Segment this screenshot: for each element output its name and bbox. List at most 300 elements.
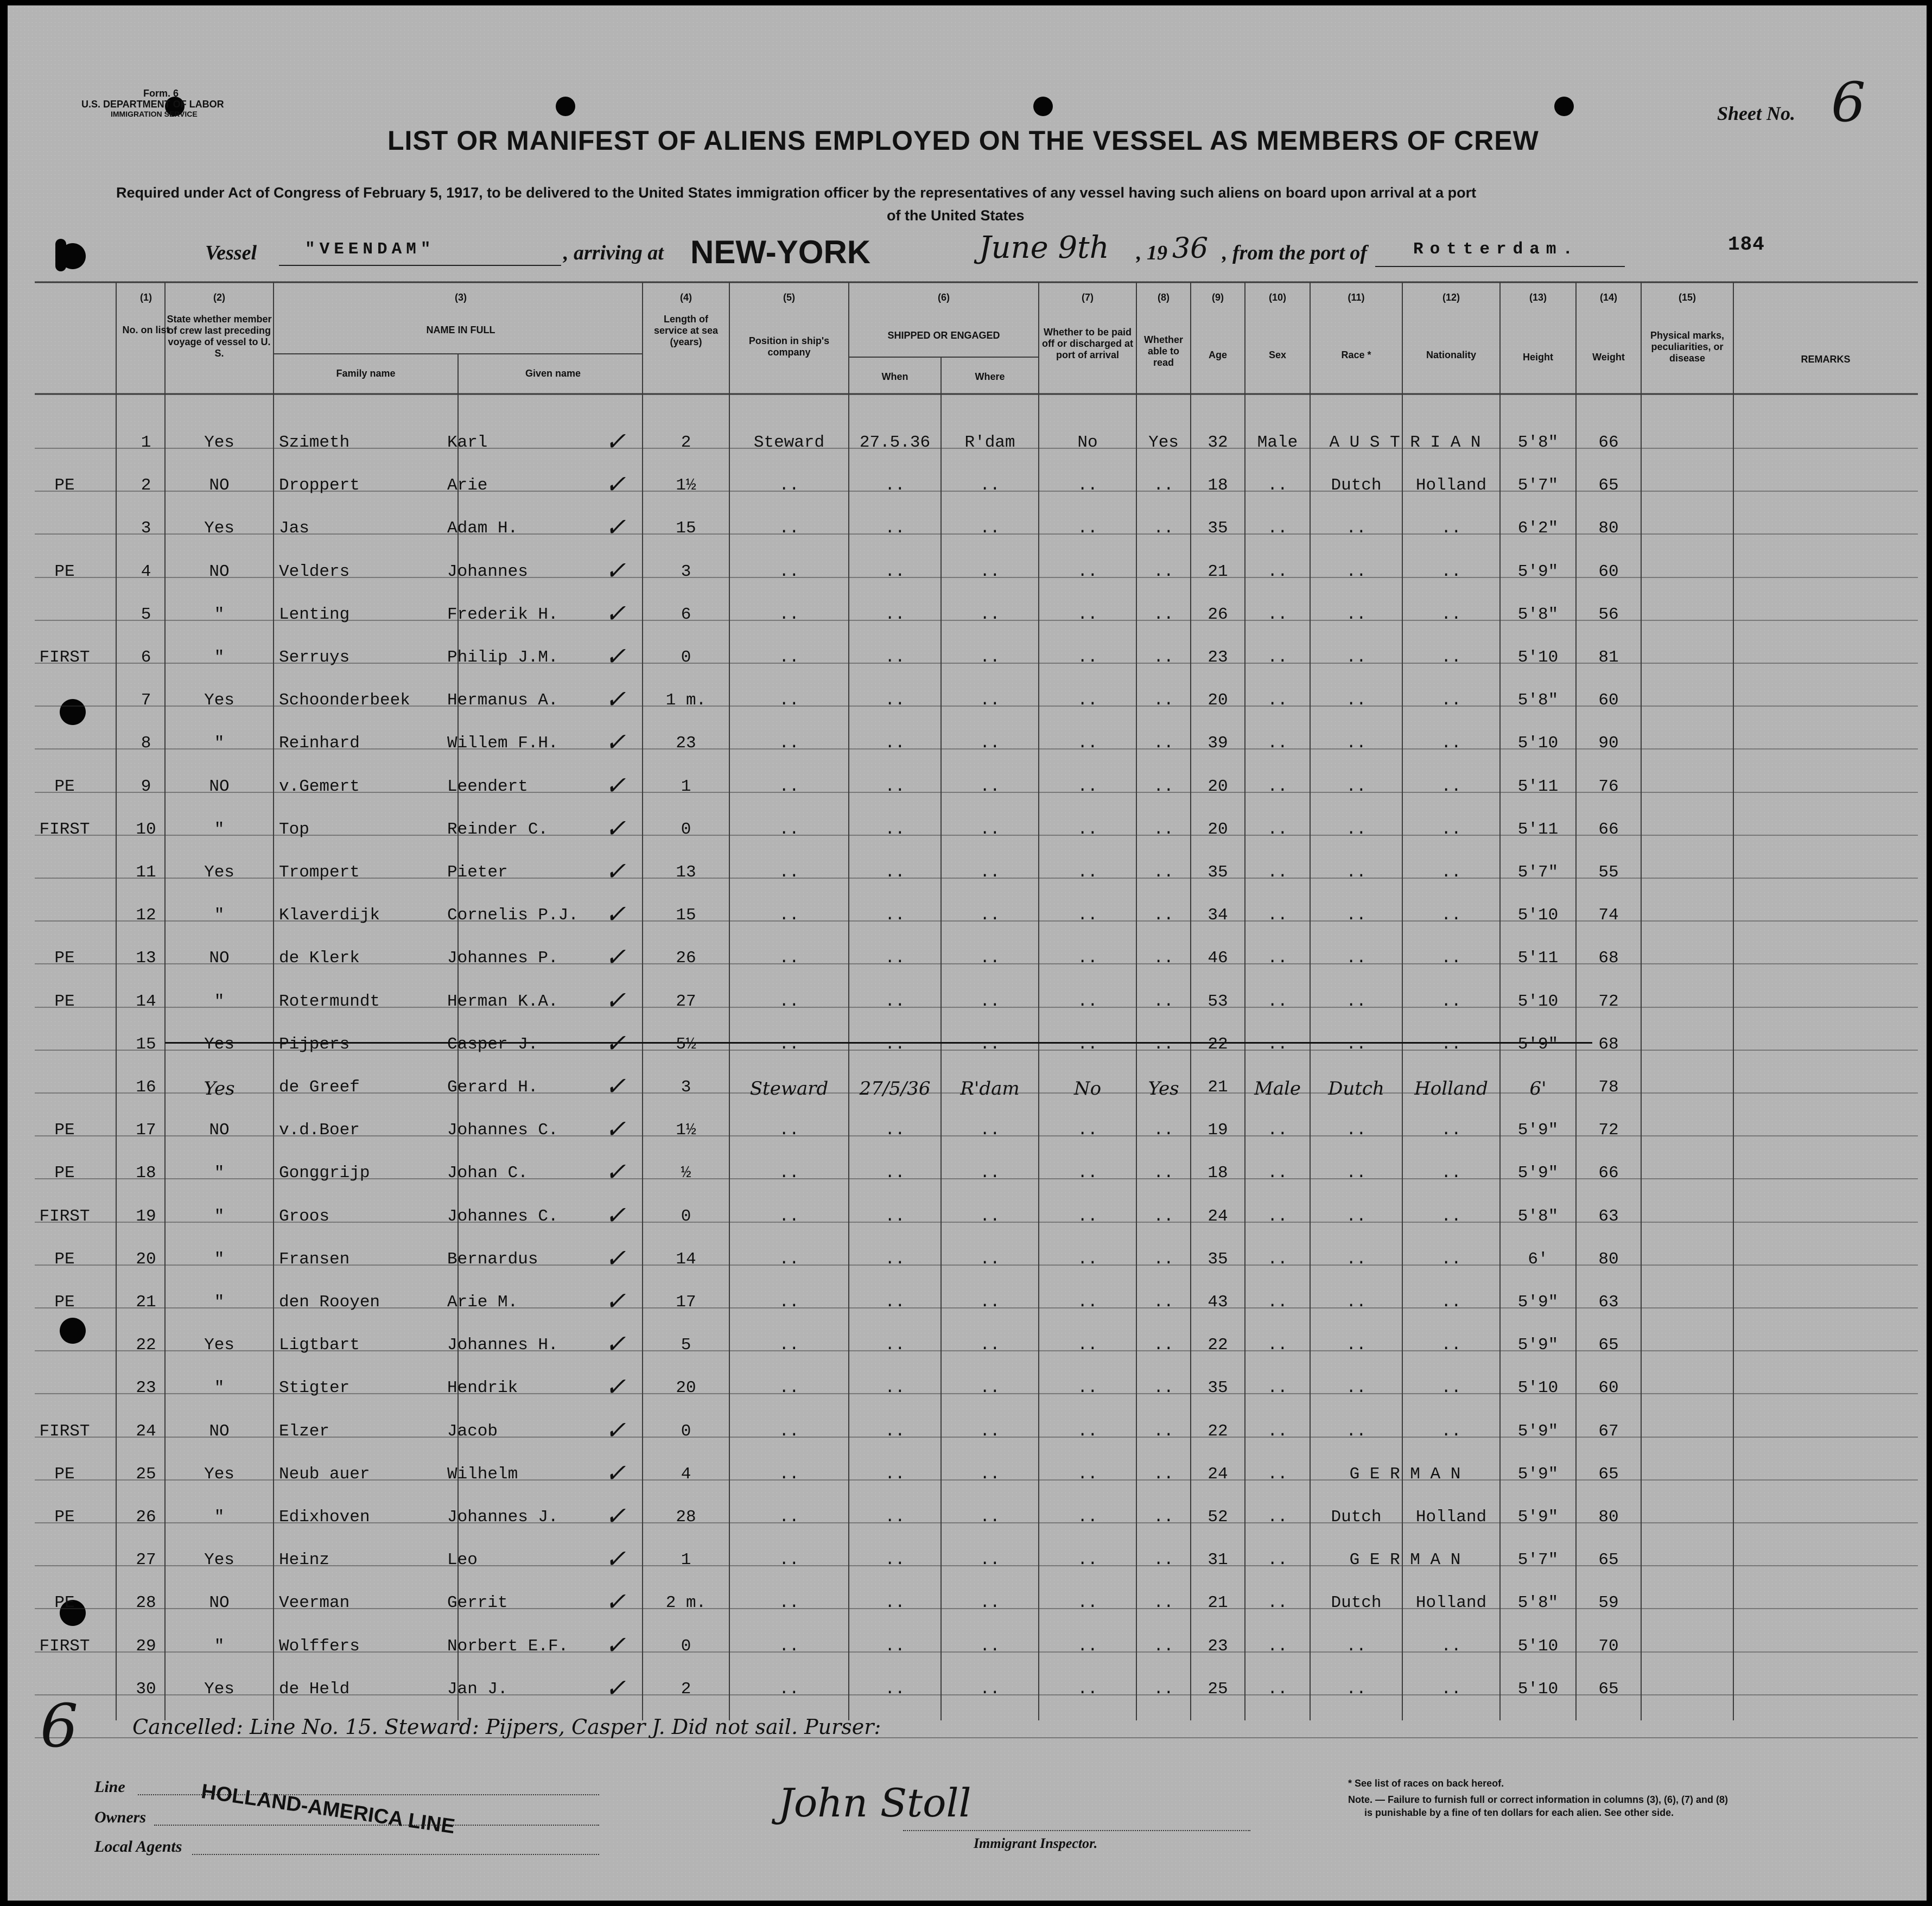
cell-given: Frederik H. bbox=[447, 605, 558, 624]
cell-sex: .. bbox=[1267, 1035, 1288, 1054]
cell-pos: .. bbox=[779, 1121, 799, 1140]
cell-paid: .. bbox=[1077, 1422, 1098, 1441]
cell-margin: PE bbox=[54, 1293, 75, 1312]
cell-sex: .. bbox=[1267, 1378, 1288, 1397]
cell-paid: .. bbox=[1077, 734, 1098, 753]
header-name-in-full: NAME IN FULL bbox=[426, 325, 495, 335]
cell-when: .. bbox=[885, 1378, 905, 1397]
cell-where: .. bbox=[980, 691, 1000, 710]
cell-age: 24 bbox=[1208, 1207, 1228, 1226]
cell-nat: Holland bbox=[1415, 476, 1487, 495]
cell-len: 2 m. bbox=[665, 1593, 707, 1612]
cell-when: .. bbox=[885, 1164, 905, 1183]
cell-given: Reinder C. bbox=[447, 820, 549, 839]
cell-paid: .. bbox=[1077, 1164, 1098, 1183]
cell-family: Reinhard bbox=[279, 734, 360, 753]
cell-paid: .. bbox=[1077, 992, 1098, 1011]
cell-nat: .. bbox=[1441, 1164, 1461, 1183]
cell-race: .. bbox=[1346, 734, 1367, 753]
cell-len: 3 bbox=[681, 562, 691, 581]
cell-family: Pijpers bbox=[279, 1035, 350, 1054]
cell-pos: .. bbox=[779, 1250, 799, 1269]
cell-where: .. bbox=[980, 1336, 1000, 1355]
cell-len: 0 bbox=[681, 1637, 691, 1656]
cell-no: 23 bbox=[136, 1378, 156, 1397]
cell-age: 21 bbox=[1208, 1078, 1228, 1097]
header-weight: Weight bbox=[1592, 352, 1625, 363]
cell-paid: .. bbox=[1077, 1465, 1098, 1484]
check-mark-icon: ✓ bbox=[605, 942, 626, 971]
cell-where: .. bbox=[980, 1551, 1000, 1570]
cell-when: .. bbox=[885, 1207, 905, 1226]
cell-family: Heinz bbox=[279, 1551, 330, 1570]
cell-age: 22 bbox=[1208, 1035, 1228, 1054]
cell-pos: .. bbox=[779, 1164, 799, 1183]
cell-nat: .. bbox=[1441, 1035, 1461, 1054]
cell-where: .. bbox=[980, 562, 1000, 581]
check-mark-icon: ✓ bbox=[605, 1673, 626, 1702]
cell-margin: PE bbox=[54, 476, 75, 495]
sheet-number: 6 bbox=[1831, 71, 1866, 134]
cell-race: A U S T R I A N bbox=[1329, 433, 1481, 452]
cell-prev: NO bbox=[209, 1593, 230, 1612]
cell-sex: .. bbox=[1267, 906, 1288, 925]
cell-given: Leo bbox=[447, 1551, 478, 1570]
cell-when: .. bbox=[885, 1593, 905, 1612]
cell-given: Pieter bbox=[447, 863, 508, 882]
cell-read: .. bbox=[1153, 1508, 1174, 1527]
cell-w: 65 bbox=[1598, 1551, 1619, 1570]
cell-where: .. bbox=[980, 734, 1000, 753]
cell-prev: Yes bbox=[204, 1551, 234, 1570]
cell-paid: No bbox=[1077, 433, 1098, 452]
cell-sex: Male bbox=[1254, 1078, 1301, 1100]
cell-age: 24 bbox=[1208, 1465, 1228, 1484]
cell-paid: .. bbox=[1077, 1508, 1098, 1527]
check-mark-icon: ✓ bbox=[605, 1501, 626, 1530]
cell-nat: .. bbox=[1441, 949, 1461, 968]
cell-len: 17 bbox=[676, 1293, 696, 1312]
subtitle-line-1: Required under Act of Congress of February 5, 1917, to be delivered to the United States immigration officer by the representatives of any vessel having such aliens on board upon arrival at a port bbox=[116, 185, 1477, 201]
cell-age: 22 bbox=[1208, 1336, 1228, 1355]
cell-paid: .. bbox=[1077, 1207, 1098, 1226]
cell-no: 29 bbox=[136, 1637, 156, 1656]
col-num-1: (1) bbox=[140, 292, 152, 303]
cell-nat: .. bbox=[1441, 1680, 1461, 1699]
check-mark-icon: ✓ bbox=[605, 1286, 626, 1316]
cell-pos: Steward bbox=[749, 1078, 829, 1100]
cell-pos: .. bbox=[779, 1465, 799, 1484]
local-agents-label: Local Agents bbox=[94, 1838, 182, 1856]
cell-h: 5'10 bbox=[1517, 992, 1559, 1011]
inspector-signature: John Stoll bbox=[778, 1780, 971, 1826]
cell-read: .. bbox=[1153, 1207, 1174, 1226]
cell-family: Elzer bbox=[279, 1422, 330, 1441]
cell-family: v.d.Boer bbox=[279, 1121, 360, 1140]
cell-len: 2 bbox=[681, 1680, 691, 1699]
cell-family: Serruys bbox=[279, 648, 350, 667]
check-mark-icon: ✓ bbox=[605, 814, 626, 843]
cell-given: Philip J.M. bbox=[447, 648, 558, 667]
cell-len: 5 bbox=[681, 1336, 691, 1355]
cell-read: .. bbox=[1153, 820, 1174, 839]
cell-read: .. bbox=[1153, 1637, 1174, 1656]
cell-family: de Held bbox=[279, 1680, 350, 1699]
manifest-sheet bbox=[8, 5, 1927, 1901]
cell-prev: Yes bbox=[204, 1465, 234, 1484]
cell-when: .. bbox=[885, 777, 905, 796]
cell-w: 70 bbox=[1598, 1637, 1619, 1656]
cell-no: 2 bbox=[141, 476, 151, 495]
cell-given: Gerard H. bbox=[447, 1078, 538, 1097]
cell-age: 18 bbox=[1208, 1164, 1228, 1183]
cell-read: .. bbox=[1153, 863, 1174, 882]
cell-w: 55 bbox=[1598, 863, 1619, 882]
cell-no: 22 bbox=[136, 1336, 156, 1355]
inspector-label: Immigrant Inspector. bbox=[974, 1835, 1098, 1851]
cell-paid: .. bbox=[1077, 863, 1098, 882]
cell-h: 5'8" bbox=[1517, 691, 1559, 710]
cell-len: 4 bbox=[681, 1465, 691, 1484]
check-mark-icon: ✓ bbox=[605, 1028, 626, 1058]
cell-family: Ligtbart bbox=[279, 1336, 360, 1355]
cell-len: 0 bbox=[681, 1422, 691, 1441]
cell-no: 7 bbox=[141, 691, 151, 710]
cell-h: 5'10 bbox=[1517, 1637, 1559, 1656]
cell-margin: PE bbox=[54, 992, 75, 1011]
header-age: Age bbox=[1208, 350, 1227, 360]
cell-pos: .. bbox=[779, 648, 799, 667]
cell-h: 5'9" bbox=[1517, 1508, 1559, 1527]
cell-prev: Yes bbox=[204, 433, 234, 452]
cell-read: .. bbox=[1153, 605, 1174, 624]
cell-family: v.Gemert bbox=[279, 777, 360, 796]
cell-race: .. bbox=[1346, 691, 1367, 710]
cell-prev: NO bbox=[209, 949, 230, 968]
cell-sex: .. bbox=[1267, 648, 1288, 667]
cell-pos: .. bbox=[779, 777, 799, 796]
cell-when: .. bbox=[885, 519, 905, 538]
cell-age: 22 bbox=[1208, 1422, 1228, 1441]
cell-len: 0 bbox=[681, 1207, 691, 1226]
cell-h: 5'8" bbox=[1517, 1207, 1559, 1226]
cell-given: Johannes P. bbox=[447, 949, 558, 968]
cell-paid: .. bbox=[1077, 1336, 1098, 1355]
cell-prev: Yes bbox=[204, 1078, 235, 1100]
line-label: Line bbox=[94, 1778, 125, 1796]
cell-read: .. bbox=[1153, 992, 1174, 1011]
cell-race: Dutch bbox=[1331, 1508, 1382, 1527]
cell-sex: .. bbox=[1267, 1207, 1288, 1226]
cell-nat: .. bbox=[1441, 734, 1461, 753]
cell-w: 66 bbox=[1598, 820, 1619, 839]
cell-paid: .. bbox=[1077, 949, 1098, 968]
cell-given: Karl bbox=[447, 433, 488, 452]
cell-given: Willem F.H. bbox=[447, 734, 558, 753]
cell-read: .. bbox=[1153, 519, 1174, 538]
col-num-13: (13) bbox=[1529, 292, 1547, 303]
cell-given: Johannes J. bbox=[447, 1508, 558, 1527]
cell-sex: .. bbox=[1267, 1637, 1288, 1656]
cell-given: Wilhelm bbox=[447, 1465, 518, 1484]
cell-h: 5'9" bbox=[1517, 1422, 1559, 1441]
cell-h: 6' bbox=[1528, 1250, 1548, 1269]
cell-prev: " bbox=[214, 1250, 225, 1269]
cell-sex: .. bbox=[1267, 1121, 1288, 1140]
cell-h: 5'7" bbox=[1517, 1551, 1559, 1570]
header-sex: Sex bbox=[1268, 350, 1287, 360]
cell-where: .. bbox=[980, 1508, 1000, 1527]
cell-where: .. bbox=[980, 992, 1000, 1011]
cell-read: .. bbox=[1153, 691, 1174, 710]
cell-w: 63 bbox=[1598, 1293, 1619, 1312]
cell-w: 68 bbox=[1598, 949, 1619, 968]
cell-age: 53 bbox=[1208, 992, 1228, 1011]
header-position: Position in ship's company bbox=[748, 335, 830, 358]
cell-race: .. bbox=[1346, 777, 1367, 796]
cell-race: .. bbox=[1346, 519, 1367, 538]
cell-h: 6' bbox=[1529, 1078, 1547, 1100]
cell-paid: .. bbox=[1077, 691, 1098, 710]
cell-where: R'dam bbox=[964, 433, 1015, 452]
cell-no: 18 bbox=[136, 1164, 156, 1183]
cell-prev: Yes bbox=[204, 1035, 234, 1054]
cell-nat: .. bbox=[1441, 906, 1461, 925]
cell-len: 1 m. bbox=[665, 691, 707, 710]
cell-given: Johannes bbox=[447, 562, 528, 581]
cell-nat: .. bbox=[1441, 863, 1461, 882]
cell-race: Dutch bbox=[1328, 1078, 1384, 1100]
cell-age: 20 bbox=[1208, 691, 1228, 710]
cell-margin: PE bbox=[54, 777, 75, 796]
check-mark-icon: ✓ bbox=[605, 1544, 626, 1573]
cell-len: 1½ bbox=[676, 1121, 696, 1140]
cell-len: 5½ bbox=[676, 1035, 696, 1054]
cell-pos: .. bbox=[779, 1336, 799, 1355]
cell-family: Klaverdijk bbox=[279, 906, 380, 925]
cell-race: .. bbox=[1346, 648, 1367, 667]
cell-pos: .. bbox=[779, 1035, 799, 1054]
check-mark-icon: ✓ bbox=[605, 1458, 626, 1488]
header-shipped: SHIPPED OR ENGAGED bbox=[887, 330, 1000, 341]
cell-no: 12 bbox=[136, 906, 156, 925]
cell-no: 16 bbox=[136, 1078, 156, 1097]
cell-race: .. bbox=[1346, 1164, 1367, 1183]
cell-nat: Holland bbox=[1415, 1508, 1487, 1527]
check-mark-icon: ✓ bbox=[605, 1415, 626, 1445]
cell-margin: PE bbox=[54, 1250, 75, 1269]
cell-w: 66 bbox=[1598, 1164, 1619, 1183]
cell-given: Norbert E.F. bbox=[447, 1637, 569, 1656]
cell-family: Fransen bbox=[279, 1250, 350, 1269]
cell-w: 65 bbox=[1598, 1336, 1619, 1355]
cell-given: Bernardus bbox=[447, 1250, 538, 1269]
cell-where: .. bbox=[980, 1035, 1000, 1054]
cell-margin: PE bbox=[54, 1121, 75, 1140]
cell-age: 35 bbox=[1208, 1378, 1228, 1397]
cell-nat: .. bbox=[1441, 562, 1461, 581]
cell-when: .. bbox=[885, 1250, 905, 1269]
cell-prev: " bbox=[214, 1637, 225, 1656]
cell-paid: .. bbox=[1077, 476, 1098, 495]
cell-age: 18 bbox=[1208, 476, 1228, 495]
cell-given: Johannes H. bbox=[447, 1336, 558, 1355]
cell-sex: .. bbox=[1267, 777, 1288, 796]
cell-len: 6 bbox=[681, 605, 691, 624]
cell-prev: " bbox=[214, 906, 225, 925]
cell-age: 31 bbox=[1208, 1551, 1228, 1570]
cell-when: .. bbox=[885, 992, 905, 1011]
check-mark-icon: ✓ bbox=[605, 1157, 626, 1186]
cell-len: 0 bbox=[681, 648, 691, 667]
cell-race: .. bbox=[1346, 1336, 1367, 1355]
cell-no: 25 bbox=[136, 1465, 156, 1484]
year-ending: 184 bbox=[1728, 233, 1765, 256]
cell-age: 35 bbox=[1208, 863, 1228, 882]
cell-when: .. bbox=[885, 1508, 905, 1527]
cell-paid: .. bbox=[1077, 1593, 1098, 1612]
cell-family: Lenting bbox=[279, 605, 350, 624]
cell-prev: " bbox=[214, 648, 225, 667]
cell-h: 5'9" bbox=[1517, 1121, 1559, 1140]
cell-read: .. bbox=[1153, 1250, 1174, 1269]
cell-given: Arie bbox=[447, 476, 488, 495]
cell-when: .. bbox=[885, 1680, 905, 1699]
cell-nat: .. bbox=[1441, 992, 1461, 1011]
cell-read: .. bbox=[1153, 906, 1174, 925]
cell-race: .. bbox=[1346, 1378, 1367, 1397]
cell-nat: .. bbox=[1441, 1637, 1461, 1656]
col-num-7: (7) bbox=[1082, 292, 1094, 303]
cell-no: 13 bbox=[136, 949, 156, 968]
cell-w: 59 bbox=[1598, 1593, 1619, 1612]
cell-w: 72 bbox=[1598, 1121, 1619, 1140]
cell-h: 5'9" bbox=[1517, 1336, 1559, 1355]
cell-race: .. bbox=[1346, 1422, 1367, 1441]
cell-len: 26 bbox=[676, 949, 696, 968]
cell-sex: .. bbox=[1267, 1250, 1288, 1269]
cell-h: 5'8" bbox=[1517, 605, 1559, 624]
cell-age: 26 bbox=[1208, 605, 1228, 624]
col-num-12: (12) bbox=[1442, 292, 1460, 303]
form-number: Form. 6 bbox=[143, 88, 179, 99]
header-when: When bbox=[881, 371, 908, 382]
header-no-on-list: No. on list bbox=[122, 325, 170, 335]
cell-len: 1 bbox=[681, 777, 691, 796]
cell-nat: Holland bbox=[1414, 1078, 1488, 1100]
cell-len: 1½ bbox=[676, 476, 696, 495]
cell-prev: NO bbox=[209, 777, 230, 796]
header-given-name: Given name bbox=[525, 368, 581, 379]
cell-family: Schoonderbeek bbox=[279, 691, 410, 710]
cell-age: 43 bbox=[1208, 1293, 1228, 1312]
cell-nat: .. bbox=[1441, 1293, 1461, 1312]
cell-nat: .. bbox=[1441, 1250, 1461, 1269]
department: U.S. DEPARTMENT OF LABOR bbox=[81, 99, 224, 110]
cell-when: .. bbox=[885, 476, 905, 495]
cell-pos: .. bbox=[779, 691, 799, 710]
cell-len: 3 bbox=[681, 1078, 691, 1097]
check-mark-icon: ✓ bbox=[605, 1630, 626, 1660]
cell-family: Szimeth bbox=[279, 433, 350, 452]
cell-sex: .. bbox=[1267, 1680, 1288, 1699]
cell-family: Jas bbox=[279, 519, 309, 538]
cell-nat: .. bbox=[1441, 648, 1461, 667]
check-mark-icon: ✓ bbox=[605, 986, 626, 1015]
cell-where: .. bbox=[980, 605, 1000, 624]
cell-w: 65 bbox=[1598, 1465, 1619, 1484]
cell-family: Top bbox=[279, 820, 309, 839]
cell-h: 5'10 bbox=[1517, 906, 1559, 925]
cell-age: 52 bbox=[1208, 1508, 1228, 1527]
cell-len: 2 bbox=[681, 433, 691, 452]
cell-when: .. bbox=[885, 863, 905, 882]
cell-where: .. bbox=[980, 906, 1000, 925]
header-previous-voyage: State whether member of crew last preceding voyage of vessel to U. S. bbox=[167, 314, 272, 359]
owners-label: Owners bbox=[94, 1808, 147, 1826]
cell-nat: .. bbox=[1441, 1207, 1461, 1226]
cell-age: 21 bbox=[1208, 1593, 1228, 1612]
cell-no: 14 bbox=[136, 992, 156, 1011]
cell-when: .. bbox=[885, 605, 905, 624]
cell-where: .. bbox=[980, 1465, 1000, 1484]
cell-sex: .. bbox=[1267, 605, 1288, 624]
cell-where: R'dam bbox=[960, 1078, 1020, 1100]
cell-h: 5'9" bbox=[1517, 1465, 1559, 1484]
cell-pos: .. bbox=[779, 1378, 799, 1397]
cell-pos: .. bbox=[779, 734, 799, 753]
cell-sex: .. bbox=[1267, 519, 1288, 538]
cell-h: 5'10 bbox=[1517, 734, 1559, 753]
cell-family: de Greef bbox=[279, 1078, 360, 1097]
vessel-name: "VEENDAM" bbox=[305, 240, 435, 259]
cell-given: Johannes C. bbox=[447, 1207, 558, 1226]
cell-given: Arie M. bbox=[447, 1293, 518, 1312]
cell-when: .. bbox=[885, 1121, 905, 1140]
signature-line bbox=[903, 1830, 1250, 1831]
check-mark-icon: ✓ bbox=[605, 856, 626, 886]
local-agents-field bbox=[192, 1854, 599, 1855]
cell-w: 65 bbox=[1598, 1680, 1619, 1699]
cell-age: 25 bbox=[1208, 1680, 1228, 1699]
cell-h: 5'10 bbox=[1517, 1680, 1559, 1699]
cell-race: .. bbox=[1346, 820, 1367, 839]
cell-race: .. bbox=[1346, 1035, 1367, 1054]
header-family-name: Family name bbox=[336, 368, 396, 379]
cell-no: 24 bbox=[136, 1422, 156, 1441]
cell-given: Hendrik bbox=[447, 1378, 518, 1397]
cell-pos: .. bbox=[779, 863, 799, 882]
cell-prev: " bbox=[214, 1207, 225, 1226]
check-mark-icon: ✓ bbox=[605, 1243, 626, 1273]
check-mark-icon: ✓ bbox=[605, 1329, 626, 1358]
cell-race: G E R M A N bbox=[1349, 1551, 1461, 1570]
cell-where: .. bbox=[980, 1593, 1000, 1612]
cell-nat: Holland bbox=[1415, 1593, 1487, 1612]
cell-no: 1 bbox=[141, 433, 151, 452]
cell-family: Wolffers bbox=[279, 1637, 360, 1656]
cell-prev: Yes bbox=[204, 691, 234, 710]
cell-w: 90 bbox=[1598, 734, 1619, 753]
cell-w: 60 bbox=[1598, 1378, 1619, 1397]
cancellation-note: Cancelled: Line No. 15. Steward: Pijpers, Casper J. Did not sail. Purser: bbox=[132, 1715, 881, 1739]
cell-sex: .. bbox=[1267, 1551, 1288, 1570]
cell-sex: .. bbox=[1267, 562, 1288, 581]
cell-read: .. bbox=[1153, 1465, 1174, 1484]
cell-read: .. bbox=[1153, 1035, 1174, 1054]
cell-no: 4 bbox=[141, 562, 151, 581]
cell-age: 23 bbox=[1208, 1637, 1228, 1656]
